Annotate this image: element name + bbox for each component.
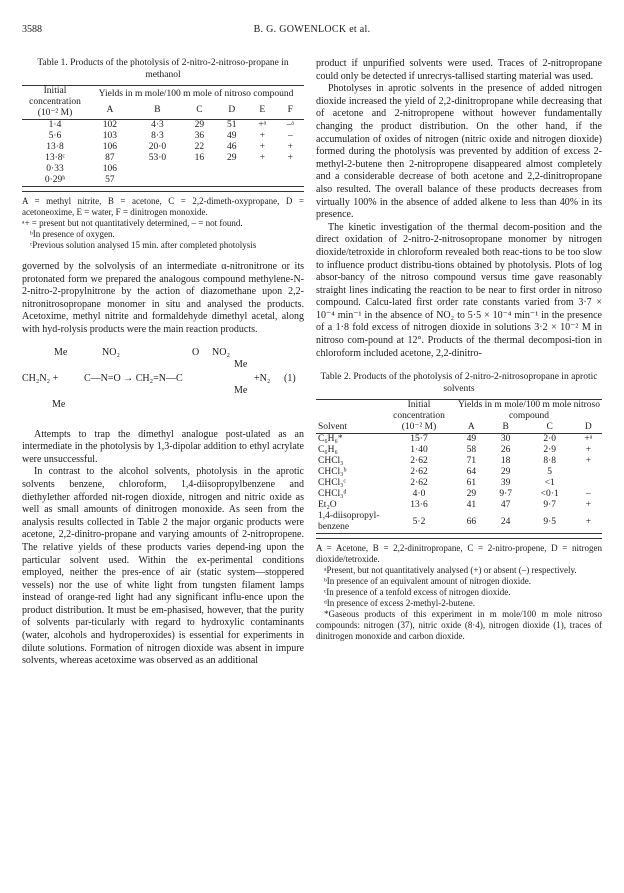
table-cell: 22 — [194, 142, 205, 152]
table-cell: 18 — [500, 456, 511, 467]
table-cell: 64 — [466, 467, 477, 478]
table1-head-initial: Initial concentration (10⁻² M) — [29, 86, 81, 118]
table-cell: 57 — [105, 175, 115, 185]
table-row — [316, 511, 602, 534]
table-cell: 9·5 — [543, 516, 557, 527]
table-cell: 30 — [500, 434, 511, 445]
table-cell: 46 — [227, 142, 237, 152]
table1-note: A = methyl nitrite, B = acetone, C = 2,2-dimeth-oxypropane, D = acetoneoxime, E = water, F = dinitrogen monoxide. — [22, 196, 304, 217]
table-cell: 8·8 — [543, 456, 557, 467]
eq-no2-top: NO₂ — [102, 346, 120, 358]
table-cell — [132, 164, 183, 175]
table-cell: 39 — [500, 478, 511, 489]
table-cell: 26 — [500, 445, 511, 456]
eq-o-top: O — [192, 346, 200, 358]
table2-col-d: D — [584, 422, 592, 433]
table-cell: CHCl₃ᵈ — [318, 489, 347, 500]
table-cell: 29 — [194, 120, 205, 130]
table-cell: C₆H₆ — [318, 445, 338, 456]
table-cell: 13·6 — [410, 500, 428, 511]
table-cell: + — [585, 445, 592, 456]
table-cell: + — [259, 131, 265, 141]
table-cell: 71 — [466, 456, 477, 467]
table2-caption: Table 2. Products of the photolysis of 2-nitro-2-nitrosopropane in aprotic solvents — [320, 372, 598, 394]
table-cell: 36 — [194, 131, 205, 141]
table-cell — [575, 478, 602, 489]
table-cell: 53·0 — [148, 153, 167, 163]
table-cell: +ᵃ — [584, 434, 593, 445]
right-column — [316, 58, 602, 642]
table2-note: *Gaseous products of this experiment in m mole/100 m mole nitroso compounds: nitrogen (37), nitric oxide (8·4), nitrogen dioxide (1), traces of dinitrogen monoxide and carbon dioxide. — [316, 609, 602, 642]
table1 — [22, 58, 304, 251]
table2-col-a: A — [467, 422, 475, 433]
table-cell: 106 — [102, 164, 118, 174]
table2-grid — [316, 399, 602, 534]
table-cell: 2·62 — [410, 467, 428, 478]
table-cell: 1·4 — [48, 120, 62, 130]
table-cell: 49 — [466, 434, 477, 445]
left-para-1: governed by the solvolysis of an intermediate α-nitronitrone or its protonated form we prepared the analogous compound methylene-N-2-nitro-2-propylnitrone by the action of diazomethane upon 2,2-nitronitrosopropane monomer in situ and analysed the products. Acetoxime, methyl nitrite and formaldehyde dimethyl acetal, along with hyd-rolysis products were the main reaction products. — [22, 261, 304, 335]
table2-col-c: C — [546, 422, 553, 433]
table-row — [316, 489, 602, 500]
table-cell: 8·3 — [151, 131, 164, 141]
table-cell: + — [585, 500, 592, 511]
table-cell: CHCl₃ — [318, 456, 344, 467]
table2-head-initial: Initial concentration (10⁻² M) — [393, 400, 445, 433]
table2-notes — [316, 538, 602, 642]
eq-me-bottom-right: Me — [234, 384, 248, 396]
page-number: 3588 — [22, 24, 42, 35]
table-cell: 13·8 — [46, 142, 64, 152]
left-para-3: In contrast to the alcohol solvents, photolysis in the aprotic solvents benzene, chloroform, 1,4-diisopropylbenzene and diethylether afforded nit-rogen dioxide, nitrogen and nitric oxide as well as small amounts of dinitrogen monoxide. As seen from the analysis results collected in Table 2 the major organic products were acetone, 2,2-dinitro-propane and varying amounts of 2-nitropropene. The relative yields of these products varies depend-ing upon the particular solvent used. Within the ex-perimental conditions employed, neither the pres-ence of air (static system—stoppered vessels) nor the use of white light from tungsten filament lamps instead of orange-red light had any significant influ-ence upon the product distribution. It must be em-phasised, however, that the purity of solvents par-ticularly with regard to hydroxylic contaminants (water, alcohols and hydroperoxides) is essential for experiments in dilute solutions. Formation of nitrogen dioxide was absent in impure solvents, whereas acetoxime was observed as an additional — [22, 466, 304, 667]
left-para-2: Attempts to trap the dimethyl analogue post-ulated as an intermediate in the photolysis by 1,3-dipolar addition to ethyl acrylate were unsuccessful. — [22, 428, 304, 465]
page-header — [22, 24, 602, 40]
table-cell — [132, 175, 183, 187]
eq-plus-n2: +N₂ — [254, 372, 271, 384]
table-cell: 15·7 — [410, 434, 428, 445]
table2-note: ᵇIn presence of an equivalent amount of nitrogen dioxide. — [324, 576, 531, 587]
table-cell: 2·62 — [410, 478, 428, 489]
table-cell: 0·29ᵇ — [44, 175, 66, 185]
table1-notes — [22, 191, 304, 251]
table-cell: 13·8ᶜ — [45, 153, 65, 163]
table-cell: <0·1 — [540, 489, 559, 500]
table-cell: 9·7 — [543, 500, 557, 511]
eq-no2-top-2: NO₂ — [212, 346, 230, 358]
table1-body — [22, 120, 304, 187]
running-head: B. G. GOWENLOCK et al. — [253, 24, 371, 35]
table-cell: + — [585, 456, 592, 467]
table-cell — [216, 164, 248, 175]
table-cell — [277, 175, 304, 187]
table-row — [22, 164, 304, 175]
table-cell: 87 — [105, 153, 115, 163]
table-row — [316, 456, 602, 467]
table-cell: 16 — [194, 153, 205, 163]
table-cell: 58 — [466, 445, 477, 456]
table-cell — [216, 175, 248, 187]
eq-ch2n2: CH₂N₂ + — [22, 372, 59, 384]
eq-me-right: Me — [234, 358, 248, 370]
table-cell: 51 — [227, 120, 237, 130]
equation-1 — [22, 343, 304, 419]
table-cell — [277, 164, 304, 175]
table2 — [316, 372, 602, 642]
table-cell: + — [585, 516, 592, 527]
table-cell: 61 — [466, 478, 477, 489]
table-cell: 1·40 — [410, 445, 428, 456]
table-cell: 49 — [227, 131, 237, 141]
table-cell — [248, 164, 277, 175]
table1-note: ᶜPrevious solution analysed 15 min. after completed photolysis — [30, 240, 257, 250]
table-cell: 29 — [500, 467, 511, 478]
table-cell: CHCl₃ᵇ — [318, 467, 347, 478]
table2-body — [316, 434, 602, 534]
table-cell: 41 — [466, 500, 477, 511]
left-column — [22, 58, 304, 668]
table-row — [316, 445, 602, 456]
table-cell: 4·0 — [412, 489, 426, 500]
table-cell — [575, 467, 602, 478]
table-row — [22, 131, 304, 142]
right-para-1: product if unpurified solvents were used. Traces of 2-nitropropane could only be detected if unrecrys-tallised starting material was used. — [316, 58, 602, 82]
table-cell: – — [287, 131, 293, 141]
table-cell: 47 — [500, 500, 511, 511]
table-row — [316, 500, 602, 511]
table-row — [22, 142, 304, 153]
table-cell: 5·6 — [48, 131, 62, 141]
table-cell: 66 — [466, 516, 477, 527]
table1-col-e: E — [259, 105, 266, 116]
table-row — [22, 120, 304, 132]
table2-note: ᵈIn presence of excess 2-methyl-2-butene. — [324, 598, 475, 609]
table-cell: + — [259, 142, 265, 152]
table-cell: 4·3 — [151, 120, 164, 130]
eq-me-top: Me — [54, 346, 68, 358]
table1-note: ᵃ+ = present but not quantitatively determined, – = not found. — [22, 218, 243, 228]
table-cell: + — [287, 142, 293, 152]
table-cell: 1,4-diisopropyl-benzene — [318, 511, 380, 533]
table-cell: C₆H₆* — [318, 434, 343, 445]
table-cell: 20·0 — [148, 142, 167, 152]
table-cell — [248, 175, 277, 187]
table1-head-yields: Yields in m mole/100 m mole of nitroso compound — [98, 88, 294, 99]
table1-col-f: F — [287, 105, 293, 116]
table-cell: 106 — [102, 142, 118, 152]
table2-note: ᵃPresent, but not quantitatively analysed (+) or absent (–) respectively. — [324, 565, 577, 576]
table-row — [22, 175, 304, 187]
table1-grid — [22, 85, 304, 187]
table-cell: + — [287, 153, 293, 163]
table-cell: 29 — [466, 489, 477, 500]
table-row — [316, 467, 602, 478]
table2-col-b: B — [502, 422, 509, 433]
right-para-3: The kinetic investigation of the thermal decom-position and the direct oxidation of 2-nitro-2-nitrosopropane monomer by nitrogen dioxide/tetroxide in chloroform revealed both reac-tions to be too slow to influence product distribu-tions obtained by photolysis. Plots of log absor-bancy of the nitroso compound versus time gave reasonably straight lines indicating the reaction to be near to first order in nitroso compound. Calcu-lated first order rate constants varied from 3·7 × 10⁻⁴ min⁻¹ in the absence of NO₂ to 5·5 × 10⁻⁴ min⁻¹ in the presence of a 1·8 fold excess of nitrogen dioxide in solutions 3·2 × 10⁻² M in nitroso com-pound at 12°. Products of the thermal decomposi-tion in chloroform included acetone, 2,2-dinitro- — [316, 221, 602, 359]
table-cell: 2·9 — [543, 445, 557, 456]
table-cell: +ᵃ — [258, 120, 267, 130]
eq-number: (1) — [284, 372, 296, 384]
table-cell: + — [259, 153, 265, 163]
table-cell: 2·0 — [543, 434, 557, 445]
table-row — [22, 153, 304, 164]
table1-col-c: C — [196, 105, 203, 116]
table-cell: – — [585, 489, 591, 500]
table2-note: ᶜIn presence of a tenfold excess of nitrogen dioxide. — [324, 587, 511, 598]
table-row — [316, 478, 602, 489]
table1-col-d: D — [228, 105, 236, 116]
table2-note: A = Acetone, B = 2,2-dinitropropane, C = 2-nitro-propene, D = nitrogen dioxide/tetroxide. — [316, 543, 602, 565]
table-row — [316, 434, 602, 446]
table1-col-b: B — [154, 105, 161, 116]
table-cell: 5 — [547, 467, 553, 478]
table-cell: Et₂O — [318, 500, 337, 511]
right-para-2: Photolyses in aprotic solvents in the presence of added nitrogen dioxide increased the yield of 2,2-dinitropropane while decreasing that of acetone and 2-nitropropene without however fundamentally changing the product distribution. On the other hand, if the accumulation of oxides of nitrogen (nitric oxide and nitrogen dioxide) formed during the photolysis was prevented by addition of excess 2-methyl-2-butene then 2-nitropropene disappeared almost completely and a considerable decrease of both acetone and 2,2-dinitropropane also resulted. The overall balance of these products decreases from virtually 100% in the absence of added alkene to less than 40% in its presence. — [316, 83, 602, 221]
table-cell — [183, 164, 215, 175]
table-cell: 5·2 — [412, 516, 426, 527]
table2-head-solvent: Solvent — [318, 422, 348, 433]
eq-center: C—N=O → CH₂=N—C — [84, 372, 183, 384]
eq-me-bottom: Me — [52, 398, 66, 410]
table-cell: 29 — [227, 153, 237, 163]
table-cell: 0·33 — [46, 164, 64, 174]
table2-head-yields: Yields in m mole/100 m mole nitroso compound — [458, 400, 600, 422]
table-cell — [183, 175, 215, 187]
table-cell: CHCl₃ᶜ — [318, 478, 346, 489]
table-cell: –ᵃ — [286, 120, 294, 130]
table1-caption: Table 1. Products of the photolysis of 2-nitro-2-nitroso-propane in methanol — [37, 58, 289, 80]
table-cell: <1 — [544, 478, 555, 489]
table-cell: 103 — [102, 131, 118, 141]
table-cell: 9·7 — [499, 489, 512, 500]
table-cell: 2·62 — [410, 456, 428, 467]
table1-col-a: A — [106, 105, 114, 116]
table1-note: ᵇIn presence of oxygen. — [30, 229, 115, 239]
table-cell: 24 — [500, 516, 511, 527]
table-cell: 102 — [102, 120, 118, 130]
